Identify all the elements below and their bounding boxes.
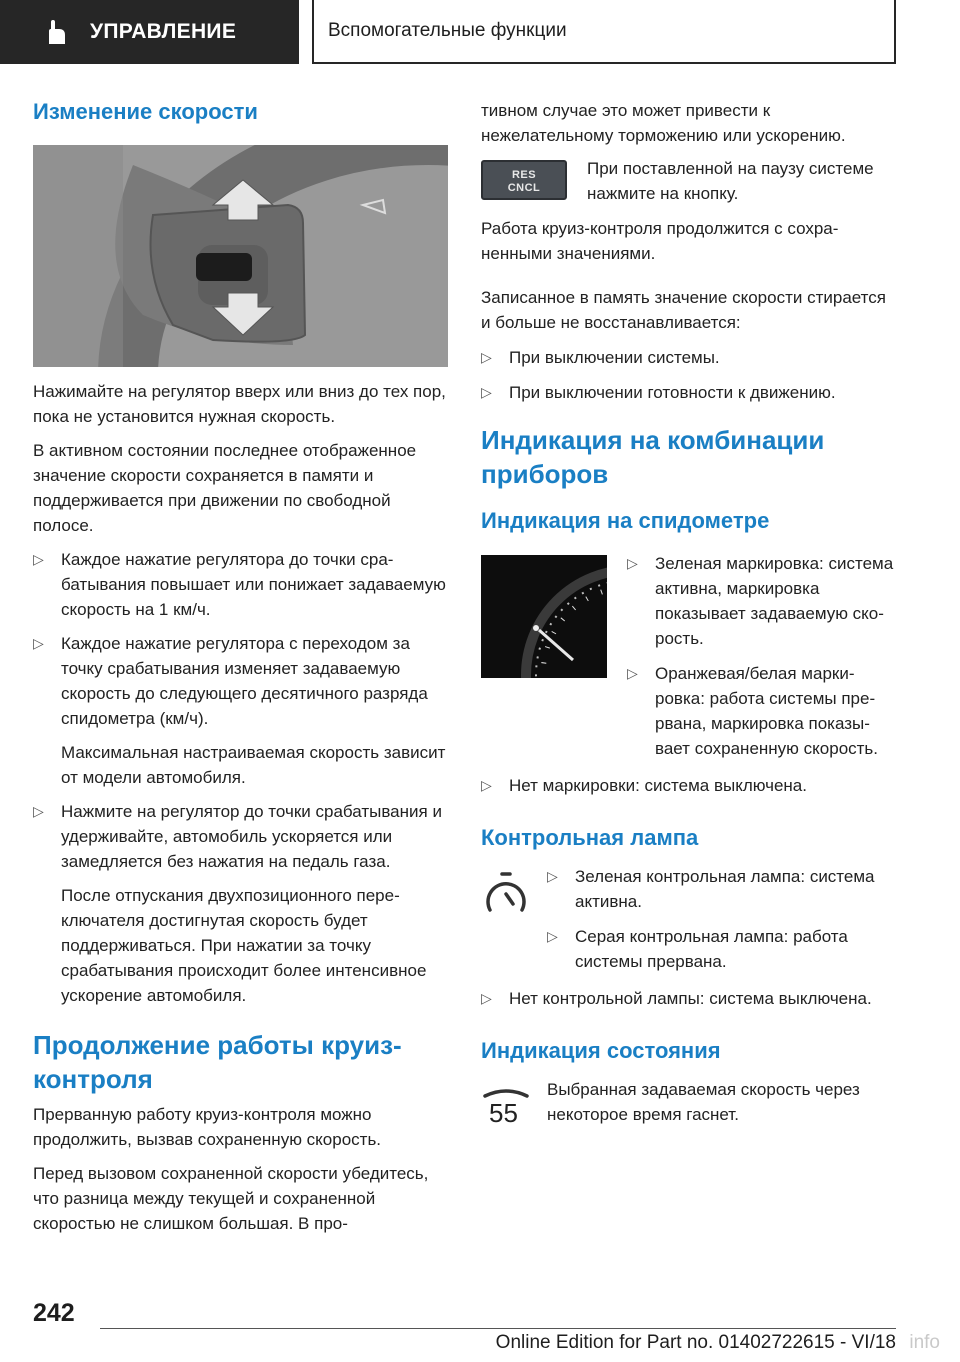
paragraph: Нажимайте на регулятор вверх или вниз до тех пор, пока не установится нужная скорость. bbox=[33, 382, 446, 426]
footer-edition: Online Edition for Part no. 01402722615 - VI/18 bbox=[495, 1332, 896, 1353]
list-item bbox=[481, 986, 896, 1011]
list-item bbox=[481, 345, 896, 370]
speed-status-number: 55 bbox=[489, 1098, 518, 1128]
triangle-bullet-icon: ▷ bbox=[627, 555, 638, 571]
paragraph: тивном случае это может привести к нежелательному торможению или ускорению. bbox=[481, 101, 846, 145]
triangle-bullet-icon: ▷ bbox=[481, 384, 492, 400]
list-item bbox=[33, 631, 448, 731]
list-item-text: Нет контрольной лампы: система выключена. bbox=[509, 989, 872, 1008]
header-section-title: УПРАВЛЕНИЕ bbox=[90, 20, 237, 43]
paragraph: Записанное в память значение скорости стирается и больше не восстанавливается: bbox=[481, 288, 886, 332]
paragraph: В активном состоянии последнее отображенное значение скорости сохраняется в памяти и поддерживается при движении по свободной полосе. bbox=[33, 441, 417, 535]
list-item-note: После отпускания двухпозиционного переключателя достигнутая скорость будет поддерживаться. При нажатии за точку срабатывания происходит более интенсивное ускорение автомобиля. bbox=[61, 886, 427, 1005]
res-cncl-button-icon bbox=[481, 160, 567, 200]
footer-divider bbox=[100, 1328, 896, 1329]
triangle-bullet-icon: ▷ bbox=[481, 777, 492, 793]
list-item-text: Зеленая контрольная лампа: система активна. bbox=[575, 867, 875, 911]
status-description: Выбранная задаваемая скорость через некоторое время гаснет. bbox=[547, 1080, 860, 1124]
cruise-control-lamp-icon bbox=[481, 870, 531, 918]
list-item-text: Нет маркировки: система выключена. bbox=[509, 776, 807, 795]
page-number: 242 bbox=[33, 1299, 75, 1327]
triangle-bullet-icon: ▷ bbox=[627, 665, 638, 681]
triangle-bullet-icon: ▷ bbox=[481, 990, 492, 1006]
paragraph: Работа круиз-контроля продолжится с сохраненными значениями. bbox=[481, 219, 839, 263]
list-item-note: Максимальная настраиваемая скорость зависит от модели автомобиля. bbox=[61, 743, 446, 787]
list-item bbox=[33, 799, 448, 874]
header-chapter-tab bbox=[312, 0, 896, 64]
list-item bbox=[547, 924, 896, 974]
heading-instrument-cluster: Индикация на комбинации приборов bbox=[481, 425, 825, 489]
left-column bbox=[33, 98, 448, 1236]
speedometer-row bbox=[481, 551, 896, 761]
list-item-text: Нажмите на регулятор до точки срабатывания и удерживайте, автомобиль ускоряется или замедляется без нажатия на педаль газа. bbox=[61, 802, 442, 871]
speedometer-illustration bbox=[481, 555, 607, 678]
res-cncl-row bbox=[481, 160, 896, 206]
list-item-text: При выключении системы. bbox=[509, 348, 720, 367]
list-item bbox=[627, 551, 896, 651]
list-item-text: Каждое нажатие регулятора с переходом за точку срабатывания изменяет задаваемую скорость до следующего десятичного разряда спидометра (км/ч). bbox=[61, 634, 428, 728]
steering-wheel-illustration bbox=[33, 145, 448, 367]
hand-icon bbox=[40, 17, 70, 47]
paragraph: Прерванную работу круиз-контроля можно продолжить, вызвав сохраненную скорость. bbox=[33, 1105, 382, 1149]
list-item-text: Каждое нажатие регулятора до точки срабатывания повышает или понижает задаваемую скорость на 1 км/ч. bbox=[61, 550, 446, 619]
lamp-row bbox=[481, 864, 896, 974]
watermark: info bbox=[909, 1332, 940, 1353]
header-chapter-title: Вспомогательные функции bbox=[328, 20, 567, 41]
list-item-text: Оранжевая/белая маркировка: работа системы прервана, маркировка показывает сохраненную скорость. bbox=[655, 664, 879, 758]
list-item bbox=[627, 661, 896, 761]
header-section-tab bbox=[0, 0, 299, 64]
list-item bbox=[481, 380, 896, 405]
heading-indicator-lamp: Контрольная лампа bbox=[481, 825, 699, 850]
lamp-list bbox=[547, 864, 896, 974]
speedometer-list bbox=[627, 551, 896, 761]
steering-wheel-control-image bbox=[33, 145, 448, 367]
paragraph: Перед вызовом сохраненной скорости убедитесь, что разница между текущей и сохраненной скоростью не слишком большая. В про- bbox=[33, 1164, 429, 1233]
speed-status-bar-icon bbox=[481, 1085, 531, 1099]
heading-speedometer: Индикация на спидометре bbox=[481, 508, 770, 533]
triangle-bullet-icon: ▷ bbox=[547, 868, 558, 884]
heading-status-indication: Индикация состояния bbox=[481, 1038, 721, 1063]
list-item bbox=[481, 773, 896, 798]
right-column bbox=[481, 98, 896, 1133]
list-item bbox=[33, 547, 448, 622]
list-item-text: При выключении готовности к движению. bbox=[509, 383, 836, 402]
speedometer-image bbox=[481, 555, 607, 678]
heading-speed-change: Изменение скорости bbox=[33, 99, 258, 124]
status-row bbox=[481, 1077, 896, 1133]
triangle-bullet-icon: ▷ bbox=[33, 803, 44, 819]
triangle-bullet-icon: ▷ bbox=[33, 635, 44, 651]
heading-resume-cruise-control: Продолжение работы круиз-контроля bbox=[33, 1030, 402, 1094]
list-item bbox=[547, 864, 896, 914]
list-item-text: Зеленая маркировка: система активна, маркировка показывает задаваемую скорость. bbox=[655, 554, 894, 648]
triangle-bullet-icon: ▷ bbox=[481, 349, 492, 365]
triangle-bullet-icon: ▷ bbox=[33, 551, 44, 567]
status-icon-box bbox=[481, 1077, 547, 1133]
triangle-bullet-icon: ▷ bbox=[547, 928, 558, 944]
res-cncl-description: При поставленной на паузу системе нажмите на кнопку. bbox=[587, 159, 874, 203]
res-cncl-icon-label: RES CNCL bbox=[507, 169, 541, 194]
list-item-text: Серая контрольная лампа: работа системы прервана. bbox=[575, 927, 848, 971]
lamp-icon-box bbox=[481, 864, 547, 974]
